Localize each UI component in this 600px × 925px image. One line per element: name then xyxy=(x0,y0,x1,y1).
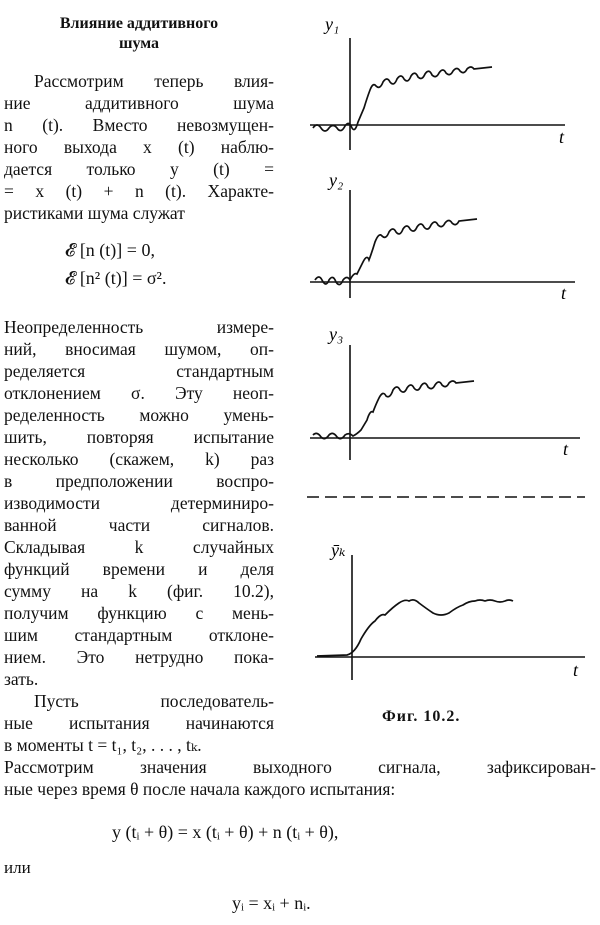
y3-label: y₃ xyxy=(329,324,344,344)
text-line: дается только y (t) = xyxy=(4,159,274,179)
y2-curve xyxy=(315,219,477,285)
text-line: несколько (скажем, k) раз xyxy=(4,449,274,469)
text-line: зать. xyxy=(4,669,39,689)
text-line: Рассмотрим значения выходного сигнала, зафиксирован- xyxy=(4,757,596,777)
y1-t-label: t xyxy=(559,127,565,147)
y1-label: y₁ xyxy=(325,14,340,34)
section-heading xyxy=(34,14,244,54)
text-line: ного выхода x (t) наблю- xyxy=(4,137,274,157)
avg-curve xyxy=(317,600,513,656)
paragraph-additive-noise xyxy=(4,70,274,224)
text-line: изводимости детерминиро- xyxy=(4,493,274,513)
text-line: функций времени и деля xyxy=(4,559,274,579)
graph-y1 xyxy=(310,14,565,150)
text-line: в моменты t = t₁, t₂, . . . , tₖ. xyxy=(4,735,202,755)
text-line: ванной части сигналов. xyxy=(4,515,274,535)
text-line: отклонением σ. Эту неоп- xyxy=(4,383,274,403)
text-line: ние аддитивного шума xyxy=(4,93,274,113)
graph-y2 xyxy=(310,170,575,303)
heading-line-1: Влияние аддитивного xyxy=(59,15,219,32)
graph-average xyxy=(315,540,585,680)
text-line: n (t). Вместо невозмущен- xyxy=(4,115,274,135)
text-line: Складывая k случайных xyxy=(4,537,274,557)
paragraph-output-values xyxy=(4,756,596,800)
graph-y3 xyxy=(310,324,580,460)
text-line: сумму на k (фиг. 10.2), xyxy=(4,581,274,601)
avg-label: ȳₖ xyxy=(331,540,346,560)
equation-mean: 𝓔 [n (t)] = 0, xyxy=(65,240,155,260)
equation-sample: yᵢ = xᵢ + nᵢ. xyxy=(232,893,311,913)
text-line: нием. Это нетрудно пока- xyxy=(4,647,274,667)
y2-label: y₂ xyxy=(329,170,344,190)
text-line: = x (t) + n (t). Характе- xyxy=(4,181,274,201)
y3-t-label: t xyxy=(563,439,569,459)
text-line: шим стандартным отклоне- xyxy=(4,625,274,645)
text-line: ные через время θ после начала каждого испытания: xyxy=(4,779,396,799)
text-line: Рассмотрим теперь влия- xyxy=(34,71,274,91)
text-line: Неопределенность измере- xyxy=(4,317,274,337)
y2-t-label: t xyxy=(561,283,567,303)
y1-curve xyxy=(313,67,492,131)
text-line: в предположении воспро- xyxy=(4,471,274,491)
word-or: или xyxy=(4,858,31,877)
text-line: ний, вносимая шумом, оп- xyxy=(4,339,274,359)
paragraph-uncertainty xyxy=(4,316,274,690)
y3-curve xyxy=(313,381,474,439)
figure-10-2 xyxy=(295,0,600,700)
text-line: ристиками шума служат xyxy=(4,203,185,223)
paragraph-trials xyxy=(4,690,274,756)
text-line: шить, повторяя испытание xyxy=(4,427,274,447)
figure-caption: Фиг. 10.2. xyxy=(382,708,461,725)
text-line: ределяется стандартным xyxy=(4,361,274,381)
text-line: Пусть последователь- xyxy=(34,691,274,711)
avg-t-label: t xyxy=(573,660,579,680)
equation-output-sum: y (tᵢ + θ) = x (tᵢ + θ) + n (tᵢ + θ), xyxy=(112,822,339,842)
equation-variance: 𝓔 [n² (t)] = σ². xyxy=(65,268,167,288)
heading-line-2: шума xyxy=(118,35,160,52)
text-line: ные испытания начинаются xyxy=(4,713,274,733)
text-line: ределенность можно умень- xyxy=(4,405,274,425)
text-line: получим функцию с мень- xyxy=(4,603,274,623)
